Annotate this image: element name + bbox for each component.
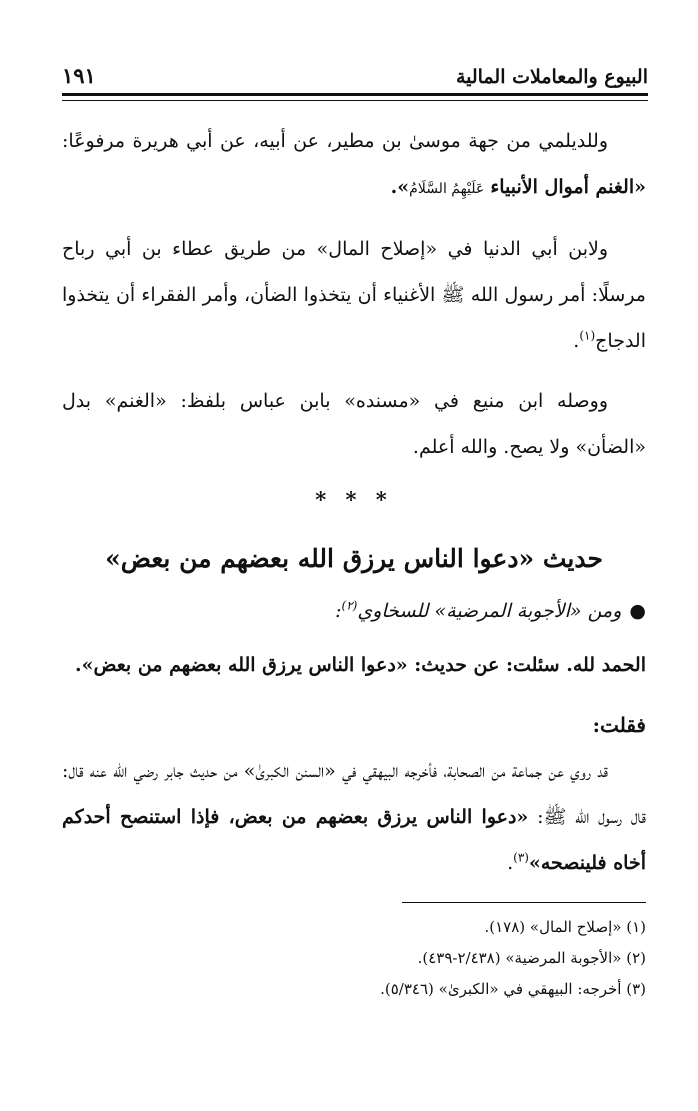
question-paragraph: الحمد لله. سئلت: عن حديث: «دعوا الناس يرزق الله بعضهم من بعض».	[74, 654, 646, 676]
header-rule-thin	[62, 100, 648, 101]
hadith-quote-close: ».	[390, 176, 410, 198]
footnote-text: أخرجه: البيهقي في «الكبرىٰ» (٥/٣٤٦).	[380, 980, 622, 998]
running-title: البيوع والمعاملات المالية	[455, 66, 648, 88]
footnote	[62, 943, 646, 974]
footnote	[62, 912, 646, 943]
paragraph-ibn-abi-dunya-text: ولابن أبي الدنيا في «إصلاح المال» من طريق عطاء بن أبي رباح مرسلًا: أمر رسول الله ﷺ الأغنياء أن يتخذوا الضأن، وأمر الفقراء أن يتخذوا الدجاج	[62, 238, 646, 352]
answer-text: قد روي عن جماعة من الصحابة، فأخرجه البيهقي في «السنن الكبرىٰ» من حديث جابر رضي الله عنه قال: قال رسول الله ﷺ:	[62, 760, 646, 828]
paragraph-ibn-abi-dunya	[62, 226, 646, 364]
main-text	[62, 118, 646, 886]
footnote-text: «إصلاح المال» (١٧٨).	[484, 918, 622, 936]
header-rule-thick	[62, 93, 648, 96]
footnote-ref-3: (٣)	[513, 850, 529, 865]
footnote-number: (٣)	[626, 980, 646, 998]
source-line-text: ومن «الأجوبة المرضية» للسخاوي	[357, 600, 622, 622]
answer-paragraph	[62, 748, 646, 886]
hadith-quote-ghanam: «الغنم أموال الأنبياء	[490, 176, 646, 198]
hadith-quote-dau-nas: «دعوا الناس يرزق بعضهم من بعض، فإذا استنصح أحدكم أخاه فلينصحه»	[62, 806, 646, 874]
paragraph-dailami	[62, 118, 646, 212]
footnote	[62, 974, 646, 1005]
bullet-icon: ●	[629, 600, 646, 622]
section-heading: حديث «دعوا الناس يرزق الله بعضهم من بعض»	[105, 544, 603, 573]
page-header	[62, 48, 648, 88]
footnote-separator	[402, 902, 646, 903]
answer-label: فقلت:	[592, 713, 646, 737]
section-separator: * * *	[315, 487, 393, 512]
footnote-number: (١)	[626, 918, 646, 936]
source-line	[62, 588, 646, 634]
source-line-end: :	[335, 600, 342, 622]
footnote-ref-1: (١)	[579, 328, 596, 343]
answer-end: .	[507, 852, 514, 874]
paragraph-ibn-abi-dunya-end: .	[573, 330, 580, 352]
footnotes	[62, 912, 646, 1005]
paragraph-ibn-mani: ووصله ابن منيع في «مسنده» بابن عباس بلفظ: «الغنم» بدل «الضأن» ولا يصح. والله أعلم.	[62, 390, 646, 458]
footnote-ref-2: (٢)	[341, 598, 358, 613]
honorific-phrase: عَلَيْهِمُ السَّلَامُ	[409, 181, 485, 197]
footnote-text: «الأجوبة المرضية» (٢/٤٣٨-٤٣٩).	[417, 949, 622, 967]
footnote-number: (٢)	[626, 949, 646, 967]
paragraph-dailami-text: وللديلمي من جهة موسىٰ بن مطير، عن أبيه، عن أبي هريرة مرفوعًا:	[62, 130, 608, 152]
page-number: ١٩١	[62, 63, 96, 88]
